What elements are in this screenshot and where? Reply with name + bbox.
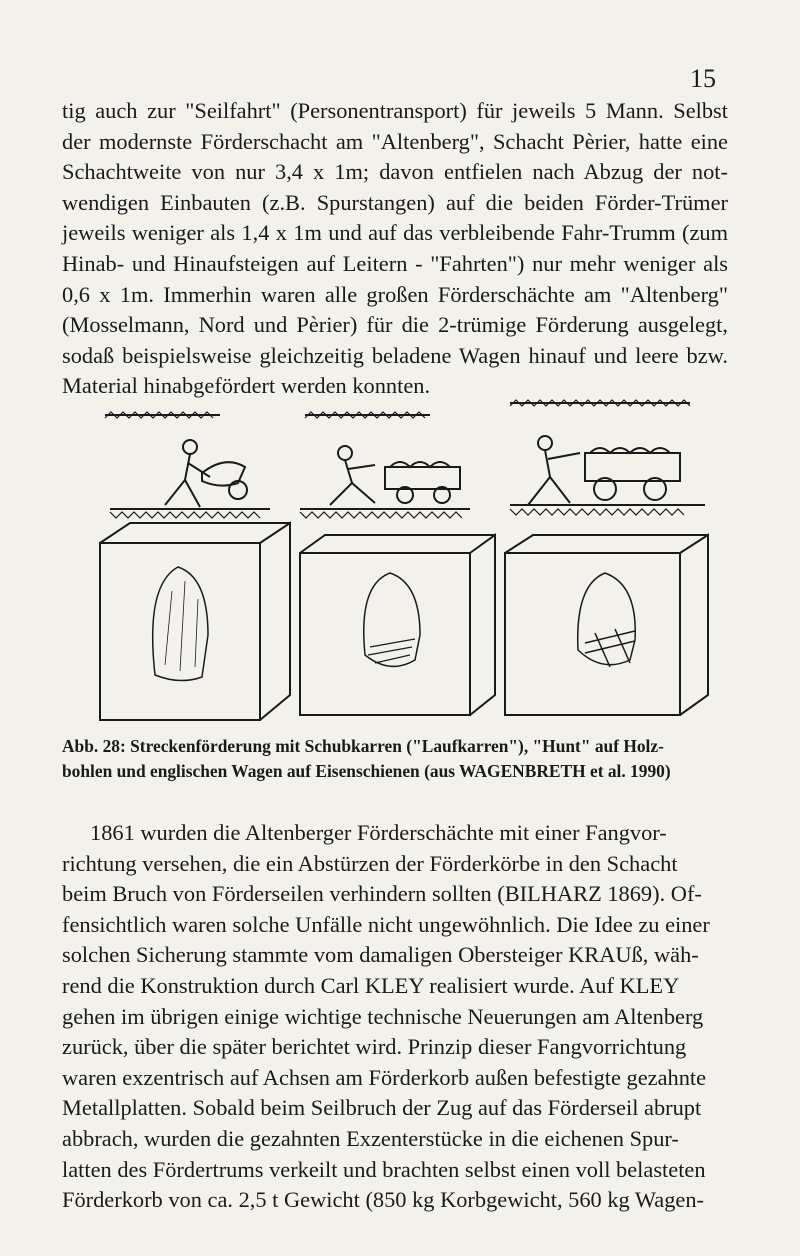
tunnel-block-2 — [300, 535, 495, 715]
figure-caption — [62, 734, 732, 784]
paragraph-1 — [62, 96, 728, 402]
paragraph-2 — [62, 818, 728, 1216]
caption-line: bohlen und englischen Wagen auf Eisenschienen (aus WAGENBRETH et al. 1990) — [62, 761, 671, 781]
text-line: Schachtweite von nur 3,4 x 1m; davon entfielen nach Abzug der not- — [62, 159, 728, 185]
text-line: wendigen Einbauten (z.B. Spurstangen) auf die beiden Förder-Trümer — [62, 189, 728, 215]
text-line: jeweils weniger als 1,4 x 1m und auf das verbleibende Fahr-Trumm (zum — [62, 220, 728, 246]
text-line: waren exzentrisch auf Achsen am Förderkorb außen befestigte gezahnte — [62, 1064, 707, 1090]
text-line: der modernste Förderschacht am "Altenberg", Schacht Pèrier, hatte eine — [62, 128, 728, 154]
hunt-cart-scene — [300, 412, 470, 518]
text-line: solchen Sicherung stammte vom damaligen Obersteiger KRAUß, wäh- — [62, 942, 699, 968]
text-line: richtung versehen, die ein Abstürzen der Förderkörbe in den Schacht — [62, 850, 678, 876]
english-wagon-scene — [510, 400, 705, 515]
text-line: 1861 wurden die Altenberger Förderschächte mit einer Fangvor- — [90, 820, 667, 845]
caption-line: Abb. 28: Streckenförderung mit Schubkarren ("Laufkarren"), "Hunt" auf Holz- — [62, 736, 664, 756]
text-line: (Mosselmann, Nord und Pèrier) für die 2-trümige Förderung ausgelegt, — [62, 312, 728, 338]
mining-haulage-illustration — [90, 385, 730, 730]
text-line: rend die Konstruktion durch Carl KLEY realisiert wurde. Auf KLEY — [62, 972, 680, 998]
page-number: 15 — [690, 64, 716, 93]
text-line: Metallplatten. Sobald beim Seilbruch der Zug auf das Förderseil abrupt — [62, 1095, 702, 1121]
text-line: sodaß beispielsweise gleichzeitig beladene Wagen hinauf und leere bzw. — [62, 342, 728, 368]
text-line: Hinab- und Hinaufsteigen auf Leitern - "Fahrten") nur mehr weniger als — [62, 250, 728, 276]
text-line: zurück, über die später berichtet wird. Prinzip dieser Fangvorrichtung — [62, 1034, 687, 1060]
text-line: Material hinabgefördert werden konnten. — [62, 373, 431, 399]
text-line: Förderkorb von ca. 2,5 t Gewicht (850 kg Korbgewicht, 560 kg Wagen- — [62, 1187, 704, 1213]
tunnel-block-1 — [100, 523, 290, 720]
tunnel-block-3 — [505, 535, 708, 715]
text-line: 0,6 x 1m. Immerhin waren alle großen Förderschächte am "Altenberg" — [62, 281, 728, 307]
text-line: tig auch zur "Seilfahrt" (Personentransport) für jeweils 5 Mann. Selbst — [62, 98, 728, 123]
text-line: beim Bruch von Förderseilen verhindern sollten (BILHARZ 1869). Of- — [62, 881, 702, 907]
text-line: fensichtlich waren solche Unfälle nicht ungewöhnlich. Die Idee zu einer — [62, 911, 710, 937]
text-line: abbrach, wurden die gezahnten Exzenterstücke in die eichenen Spur- — [62, 1125, 679, 1151]
text-line: gehen im übrigen einige wichtige technische Neuerungen am Altenberg — [62, 1003, 704, 1029]
text-line: latten des Fördertrums verkeilt und brachten selbst einen voll belasteten — [62, 1156, 706, 1182]
wheelbarrow-scene — [105, 412, 270, 518]
